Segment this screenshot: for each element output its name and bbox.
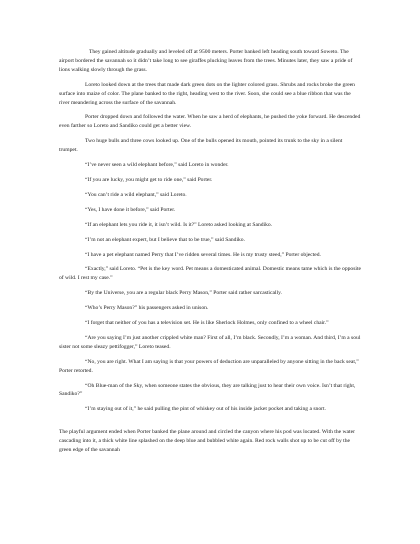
paragraph: “If you are lucky, you might get to ride one,” said Porter.: [85, 176, 213, 183]
paragraph: Two huge bulls and three cows looked up. One of the bulls opened its mouth, pointed its trunk to the sky in a silent trumpet.: [59, 138, 343, 154]
paragraph: “I have a pet elephant named Perry that I’ve ridden several times. He is my trusty steed,” Porter objected.: [85, 251, 321, 258]
paragraph: “Are you saying I’m just another crippled white man? First of all, I’m black. Secondly, I’m a woman. And third, I’m a soul sister not some sleazy pettifogger,” Loreto teased.: [59, 334, 361, 350]
paragraph: “I’m staying out of it,” he said pulling the pint of whiskey out of his inside jacket pocket and taking a snort.: [85, 406, 326, 413]
paragraph: “By the Universe, you are a regular black Perry Mason,” Porter said rather sarcastically.: [85, 290, 282, 297]
paragraph: Porter dropped down and followed the water. When he saw a herd of elephants, he pushed the yoke forward. He descended even farther so Loreto and Sandiko could get a better view.: [59, 114, 361, 130]
paragraph: “If an elephant lets you ride it, it isn’t wild. Is it?” Loreto asked looking at Sandiko.: [85, 221, 273, 228]
paragraph: “Who’s Perry Mason?” his passengers asked in unison.: [85, 305, 209, 312]
paragraph: “I’ve never seen a wild elephant before,” said Loreto in wonder.: [85, 162, 229, 169]
paragraph: “Oh Blue-man of the Sky, when someone states the obvious, they are talking just to hear their own voice. Isn’t that right, Sandiko?”: [59, 382, 356, 398]
paragraph: “No, you are right. What I am saying is that your powers of deduction are unparalleled by anyone sitting in the back seat,” Porter retorted.: [59, 358, 359, 374]
paragraph: “I forget that neither of you has a television set. He is like Sherlock Holmes, only confined to a wheel chair.”: [85, 320, 329, 327]
paragraph: “Yes, I have done it before,” said Porter.: [85, 206, 176, 213]
paragraph: “You can’t ride a wild elephant,” said Loreto.: [85, 191, 187, 198]
paragraph: “Exactly,” said Loreto. “Pet is the key word. Pet means a domesticated animal. Domestic means tame which is the opposite of wild. I rest my case.”: [59, 266, 361, 282]
paragraph: “I’m not an elephant expert, but I believe that to be true,” said Sandiko.: [85, 236, 245, 243]
paragraph: Loreto looked down at the trees that made dark green dots on the lighter colored grass. Shrubs and rocks broke the green surface into maize of color. The plane banked to the right, heading west to the river. Soon, she could see a blue ribbon that was the river meandering across the surface of the savannah.: [59, 81, 355, 106]
paragraph: They gained altitude gradually and leveled off at 9500 meters. Porter banked left heading south toward Soweto. The airport bordered the savannah so it didn’t take long to see giraffes plucking leaves from the trees. Minutes later, they saw a pride of lions walking slowly through the grass.: [59, 49, 353, 73]
paragraph: The playful argument ended when Porter banked the plane around and circled the canyon where his pod was located. With the water cascading into it, a thick white line splashed on the deep blue and bubbled white again. Red rock walls shot up to be cut off by the green edge of the savannah: [59, 429, 355, 454]
